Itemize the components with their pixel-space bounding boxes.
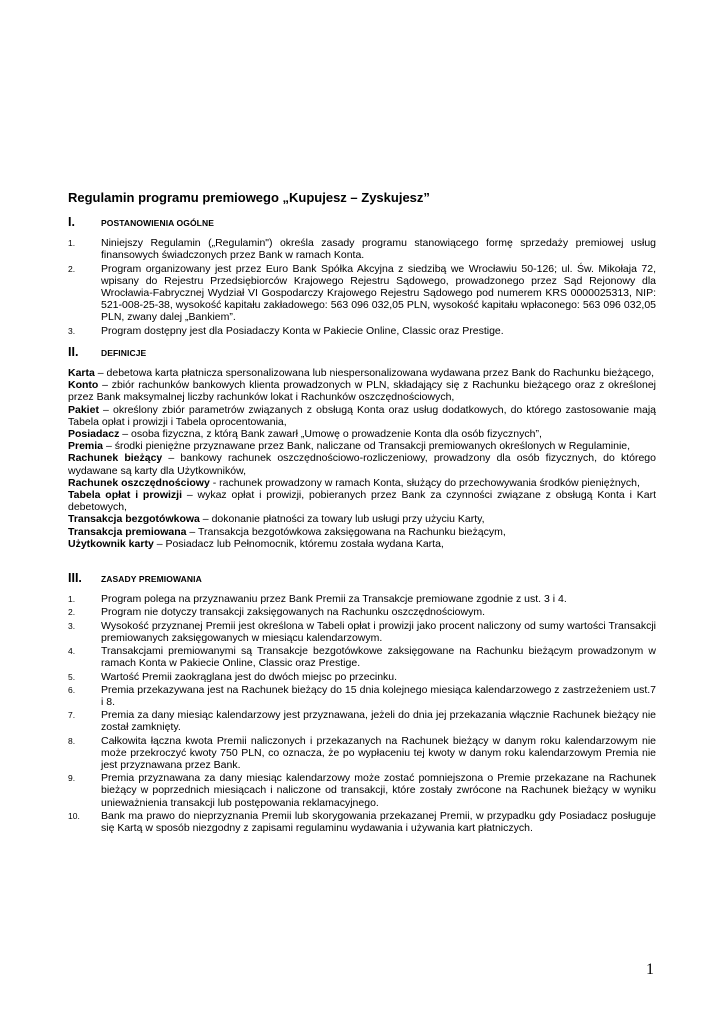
section-title: DEFINICJE: [101, 347, 147, 358]
document-title: Regulamin programu premiowego „Kupujesz – Zyskujesz”: [68, 190, 430, 205]
list-item: [68, 263, 656, 324]
definition-text: – dokonanie płatności za towary lub usługi przy użyciu Karty,: [199, 513, 485, 526]
definition-text: – debetowa karta płatnicza spersonalizowana lub niespersonalizowana wydawana przez Bank do Rachunku bieżącego,: [94, 367, 655, 380]
item-text: Niniejszy Regulamin („Regulamin") określa zasady programu stanowiącego formę sprzedaży premiowej usług finansowych świadczonych przez Bank w ramach Konta.: [101, 237, 656, 262]
item-number: 5.: [68, 671, 76, 682]
definition-term: Premia: [68, 440, 104, 453]
definition: [68, 379, 656, 403]
section-number: III.: [68, 571, 82, 586]
list-item: [68, 671, 656, 683]
definition: [68, 428, 656, 440]
definition-text: - rachunek prowadzony w ramach Konta, służący do przechowywania środków pieniężnych,: [209, 476, 640, 489]
list-item: [68, 237, 656, 261]
item-text: Całkowita łączna kwota Premii naliczonych i przekazanych na Rachunek bieżący w danym roku kalendarzowym nie może przekroczyć kwoty 750 PLN, co oznacza, że po wypłaceniu tej kwoty w danym roku kalendarzowym Premia nie jest przyznawana przez Bank.: [101, 734, 656, 771]
item-number: 3.: [68, 620, 76, 631]
definitions-list: [68, 367, 656, 550]
section-number: II.: [68, 344, 79, 359]
definition-term: Rachunek bieżący: [68, 452, 163, 465]
item-number: 2.: [68, 263, 76, 274]
list-item: [68, 325, 656, 337]
item-number: 4.: [68, 646, 76, 657]
section-heading-definitions: [68, 346, 656, 359]
section-title: ZASADY PREMIOWANIA: [101, 574, 202, 585]
document-page: [68, 190, 656, 835]
definition-term: Transakcja bezgotówkowa: [68, 513, 200, 526]
definition-text: – środki pieniężne przyznawane przez Bank, naliczane od Transakcji premiowanych określonych w Regulaminie,: [103, 440, 631, 453]
definition: [68, 477, 656, 489]
item-text: Program nie dotyczy transakcji zaksięgowanych na Rachunku oszczędnościowym.: [101, 606, 486, 619]
item-number: 8.: [68, 735, 76, 746]
list-item: [68, 709, 656, 733]
item-number: 1.: [68, 238, 76, 249]
definition-term: Karta: [68, 367, 95, 380]
definition-term: Transakcja premiowana: [68, 525, 187, 538]
definition-text: – określony zbiór parametrów związanych z obsługą Konta oraz usług dodatkowych, do którego zastosowanie mają Tabela opłat i prowizji i Tabela oprocentowania,: [68, 403, 656, 428]
item-text: Premia przyznawana za dany miesiąc kalendarzowy może zostać pomniejszona o Premie przekazane na Rachunek bieżący w poprzednich miesiącach i naliczone od transakcji, które zostały zwrócone na Rachunek bieżący w wyniku unieważnienia transakcji lub postępowania reklamacyjnego.: [101, 772, 656, 809]
section-title: POSTANOWIENIA OGÓLNE: [101, 218, 214, 228]
item-number: 6.: [68, 684, 76, 695]
definition-text: – bankowy rachunek oszczędnościowo-rozliczeniowy, prowadzony dla osób fizycznych, do którego wydawane są karty dla Użytkowników,: [68, 452, 656, 477]
item-number: 2.: [68, 607, 76, 618]
item-number: 7.: [68, 710, 76, 721]
definition: [68, 404, 656, 428]
list-item: [68, 645, 656, 669]
definition: [68, 526, 656, 538]
item-text: Program polega na przyznawaniu przez Bank Premii za Transakcje premiowane zgodnie z ust. 3 i 4.: [101, 593, 567, 606]
item-text: Premia przekazywana jest na Rachunek bieżący do 15 dnia kolejnego miesiąca kalendarzowego z zastrzeżeniem ust.7 i 8.: [101, 683, 656, 708]
definition-term: Użytkownik karty: [68, 537, 154, 550]
definition-term: Pakiet: [68, 403, 99, 416]
definition-text: – zbiór rachunków bankowych klienta prowadzonych w PLN, składający się z Rachunku bieżącego oraz z określonej przez Bank maksymalnej liczby rachunków lokat i Rachunków oszczędnościowych,: [68, 379, 656, 404]
list-item: [68, 735, 656, 772]
definition-text: – Posiadacz lub Pełnomocnik, któremu została wydana Karta,: [153, 537, 444, 550]
list-item: [68, 684, 656, 708]
section-heading-rules: [68, 572, 656, 585]
general-provisions-list: [68, 237, 656, 337]
item-text: Wartość Premii zaokrąglana jest do dwóch miejsc po przecinku.: [101, 670, 398, 683]
definition-term: Konto: [68, 379, 99, 392]
definition-term: Rachunek oszczędnościowy: [68, 476, 210, 489]
definition-text: – Transakcja bezgotówkowa zaksięgowana na Rachunku bieżącym,: [186, 525, 506, 538]
item-number: 3.: [68, 325, 76, 336]
section-number: I.: [68, 215, 75, 229]
item-text: Premia za dany miesiąc kalendarzowy jest przyznawana, jeżeli do dnia jej przekazania włącznie Rachunek bieżący nie został zamknięty.: [101, 709, 656, 734]
definition-term: Posiadacz: [68, 428, 120, 441]
list-item: [68, 810, 656, 834]
item-text: Bank ma prawo do nieprzyznania Premii lub skorygowania przekazanej Premii, w przypadku gdy Posiadacz posługuje się Kartą w sposób niezgodny z zapisami regulaminu wydawania i używania kart płatniczych.: [101, 809, 656, 834]
definition: [68, 489, 656, 513]
item-number: 10.: [68, 810, 80, 821]
item-number: 1.: [68, 594, 76, 605]
definition: [68, 538, 656, 550]
definition: [68, 513, 656, 525]
item-number: 9.: [68, 773, 76, 784]
item-text: Transakcjami premiowanymi są Transakcje bezgotówkowe zaksięgowane na Rachunku bieżącym prowadzonym w ramach Konta w Pakiecie Online, Classic oraz Prestige.: [101, 645, 656, 670]
list-item: [68, 606, 656, 618]
definition-text: – wykaz opłat i prowizji, pobieranych przez Bank za czynności związane z obsługą Konta i Kart debetowych,: [68, 489, 656, 514]
list-item: [68, 593, 656, 605]
definition-term: Tabela opłat i prowizji: [68, 489, 183, 502]
rules-list: [68, 593, 656, 834]
definition: [68, 452, 656, 476]
definition-text: – osoba fizyczna, z którą Bank zawarł „Umowę o prowadzenie Konta dla osób fizycznych”,: [119, 428, 542, 441]
list-item: [68, 772, 656, 809]
item-text: Program dostępny jest dla Posiadaczy Konta w Pakiecie Online, Classic oraz Prestige.: [101, 324, 504, 337]
item-text: Program organizowany jest przez Euro Bank Spółka Akcyjna z siedzibą we Wrocławiu 50-126; ul. Św. Mikołaja 72, wpisany do Rejestru Przedsiębiorców Krajowego Rejestru Sądowego, prowadzonego przez Sąd Rejonowy dla Wrocławia-Fabrycznej Wydział VI Gospodarczy Krajowego Rejestru Sądowego pod numerem KRS 0000025313, NIP: 521-008-25-38, wysokość kapitału zakładowego: 563 096 032,05 PLN, wysokość kapitału wpłaconego: 563 096 032,05 PLN, zwany dalej „Bankiem”.: [101, 262, 656, 324]
item-text: Wysokość przyznanej Premii jest określona w Tabeli opłat i prowizji jako procent naliczony od sumy wartości Transakcji premiowanych zaksięgowanych w miesiącu kalendarzowym.: [101, 619, 656, 644]
list-item: [68, 620, 656, 644]
section-heading-general: [68, 216, 656, 229]
definition: [68, 440, 656, 452]
page-number: 1: [646, 961, 654, 978]
definition: [68, 367, 656, 379]
